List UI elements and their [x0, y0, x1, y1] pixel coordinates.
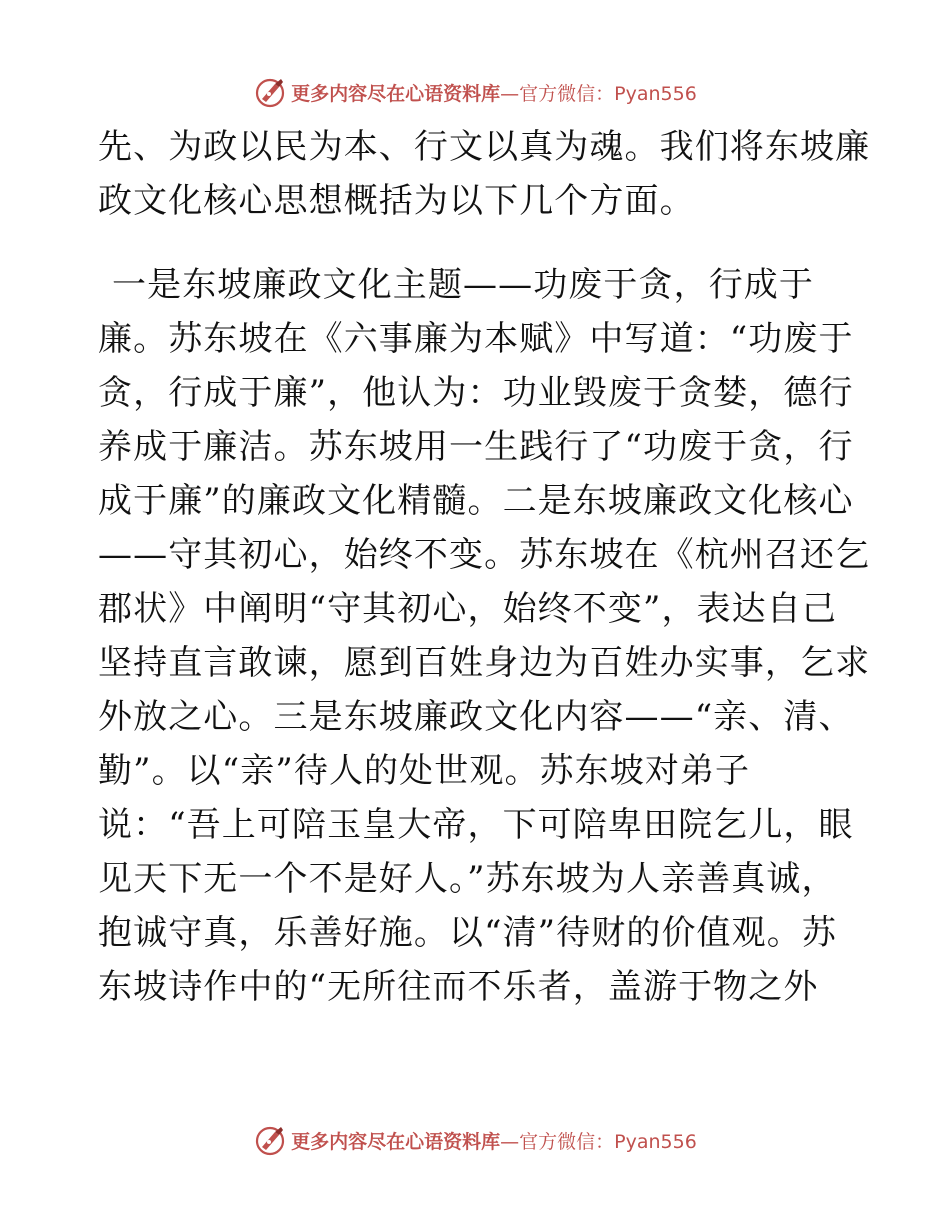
- text-line: 外放之心。三是东坡廉政文化内容——“亲、清、: [98, 697, 854, 737]
- banner-brand-text: 更多内容尽在心语资料库: [291, 1130, 501, 1153]
- document-body: [98, 120, 871, 1014]
- text-line: 成于廉”的廉政文化精髓。二是东坡廉政文化核心: [98, 481, 854, 521]
- text-line: 郡状》中阐明“守其初心，始终不变”，表达自己: [98, 589, 837, 629]
- text-line: 廉。苏东坡在《六事廉为本赋》中写道：“功废于: [98, 319, 854, 359]
- text-line: 勤”。以“亲”待人的处世观。苏东坡对弟子: [98, 751, 751, 791]
- text-line: 坚持直言敢谏，愿到百姓身边为百姓办实事，乞求: [98, 643, 871, 683]
- text-line: 政文化核心思想概括为以下几个方面。: [98, 181, 695, 221]
- text-line: 说：“吾上可陪玉皇大帝，下可陪卑田院乞儿，眼: [98, 805, 854, 845]
- paragraph: [98, 258, 871, 1014]
- header-banner: [0, 72, 950, 112]
- footer-banner: [0, 1120, 950, 1160]
- pen-logo-icon: [253, 75, 287, 109]
- text-line: 一是东坡廉政文化主题——功废于贪，行成于: [112, 265, 814, 305]
- text-line: ——守其初心，始终不变。苏东坡在《杭州召还乞: [98, 535, 871, 575]
- text-line: 抱诚守真，乐善好施。以“清”待财的价值观。苏: [98, 913, 837, 953]
- text-line: 见天下无一个不是好人。”苏东坡为人亲善真诚，: [98, 859, 837, 899]
- banner-contact-text: —官方微信：Pyan556: [500, 1130, 697, 1153]
- paragraph: [98, 120, 871, 228]
- text-line: 先、为政以民为本、行文以真为魂。我们将东坡廉: [98, 127, 871, 167]
- pen-logo-icon: [253, 1123, 287, 1157]
- text-line: 贪，行成于廉”，他认为：功业毁废于贪婪，德行: [98, 373, 854, 413]
- text-line: 东坡诗作中的“无所往而不乐者，盖游于物之外: [98, 967, 819, 1007]
- banner-contact-text: —官方微信：Pyan556: [500, 82, 697, 105]
- banner-brand-text: 更多内容尽在心语资料库: [291, 82, 501, 105]
- text-line: 养成于廉洁。苏东坡用一生践行了“功废于贪，行: [98, 427, 854, 467]
